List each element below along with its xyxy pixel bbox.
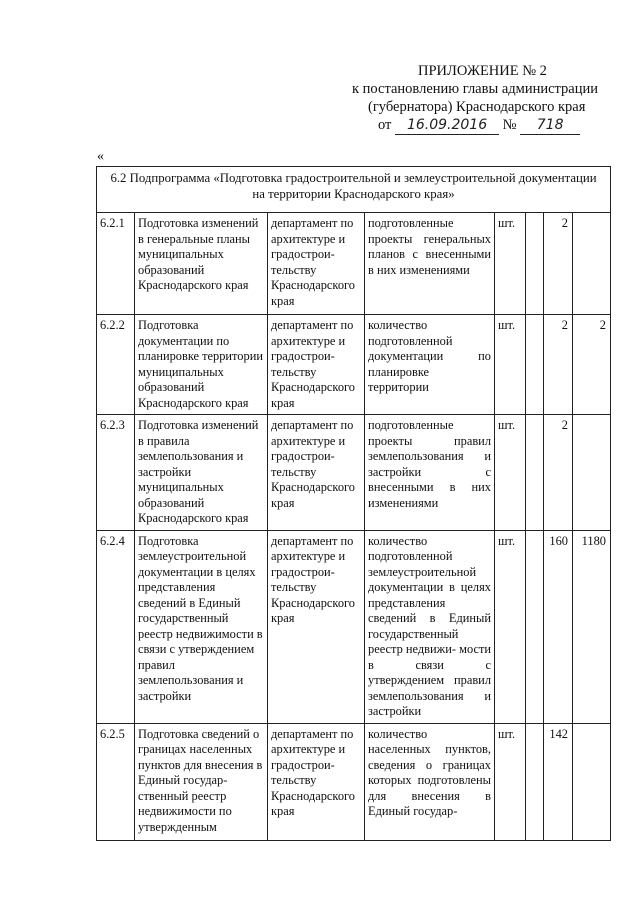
measure-name: Подготовка изменений в правила землепользования и застройки муниципальных образований Краснодарского края	[135, 415, 268, 531]
value-cell: 1180	[573, 530, 611, 723]
subprogram-table	[96, 166, 611, 841]
measure-name: Подготовка сведений о границах населенных пунктов для внесения в Единый государ- ственный реестр недвижимости по утвержденным	[135, 723, 268, 840]
number-prefix: №	[502, 117, 517, 133]
unit: шт.	[495, 315, 526, 415]
table-row	[97, 530, 611, 723]
executor: департамент по архитектуре и градострои- тельству Краснодарского края	[268, 213, 365, 315]
executor: департамент по архитектуре и градострои- тельству Краснодарского края	[268, 415, 365, 531]
row-number: 6.2.2	[97, 315, 135, 415]
indicator: подготовленные проекты правил землепользования и застройки с внесенными в них изменениями	[365, 415, 495, 531]
executor: департамент по архитектуре и градострои- тельству Краснодарского края	[268, 315, 365, 415]
value-cell	[526, 213, 544, 315]
indicator: количество подготовленной землеустроительной документации в целях представления сведений в Единый государственный реестр недвижи- мости в связи с утверждением правил землепользования и застройки	[365, 530, 495, 723]
table-row	[97, 213, 611, 315]
measure-name: Подготовка документации по планировке территории муниципальных образований Краснодарского края	[135, 315, 268, 415]
open-quote: «	[97, 149, 104, 164]
value-cell: 2	[573, 315, 611, 415]
row-number: 6.2.4	[97, 530, 135, 723]
resolution-line: к постановлению главы администрации	[352, 81, 599, 97]
value-cell	[526, 723, 544, 840]
value-cell	[573, 723, 611, 840]
measure-name: Подготовка землеустроительной документации в целях представления сведений в Единый государственный реестр недвижимости в связи с утверждением правил землепользования и застройки	[135, 530, 268, 723]
executor: департамент по архитектуре и градострои- тельству Краснодарского края	[268, 723, 365, 840]
value-cell	[526, 530, 544, 723]
section-title: 6.2 Подпрограмма «Подготовка градостроительной и землеустроительной документации на территории Краснодарского края»	[97, 167, 611, 213]
value-cell	[573, 213, 611, 315]
date-number-line	[378, 116, 580, 135]
indicator: подготовленные проекты генеральных планов с внесенными в них изменениями	[365, 213, 495, 315]
value-cell: 142	[544, 723, 573, 840]
date-prefix: от	[378, 117, 392, 133]
governor-line: (губернатора) Краснодарского края	[368, 99, 586, 115]
row-number: 6.2.3	[97, 415, 135, 531]
value-cell: 2	[544, 213, 573, 315]
table-row	[97, 415, 611, 531]
value-cell: 2	[544, 415, 573, 531]
row-number: 6.2.5	[97, 723, 135, 840]
unit: шт.	[495, 415, 526, 531]
value-cell: 160	[544, 530, 573, 723]
number-field	[520, 116, 580, 135]
table-row	[97, 723, 611, 840]
value-cell	[526, 315, 544, 415]
date-field	[395, 116, 499, 135]
unit: шт.	[495, 723, 526, 840]
appendix-title: ПРИЛОЖЕНИЕ № 2	[418, 63, 547, 79]
row-number: 6.2.1	[97, 213, 135, 315]
value-cell: 2	[544, 315, 573, 415]
unit: шт.	[495, 213, 526, 315]
number-value: 718	[536, 117, 564, 133]
value-cell	[573, 415, 611, 531]
executor: департамент по архитектуре и градострои- тельству Краснодарского края	[268, 530, 365, 723]
value-cell	[526, 415, 544, 531]
section-row	[97, 167, 611, 213]
unit: шт.	[495, 530, 526, 723]
indicator: количество населенных пунктов, сведения о границах которых подготовлены для внесения в Единый государ-	[365, 723, 495, 840]
indicator: количество подготовленной документации по планировке территории	[365, 315, 495, 415]
date-value: 16.09.2016	[406, 117, 488, 133]
measure-name: Подготовка изменений в генеральные планы муниципальных образований Краснодарского края	[135, 213, 268, 315]
table-row	[97, 315, 611, 415]
